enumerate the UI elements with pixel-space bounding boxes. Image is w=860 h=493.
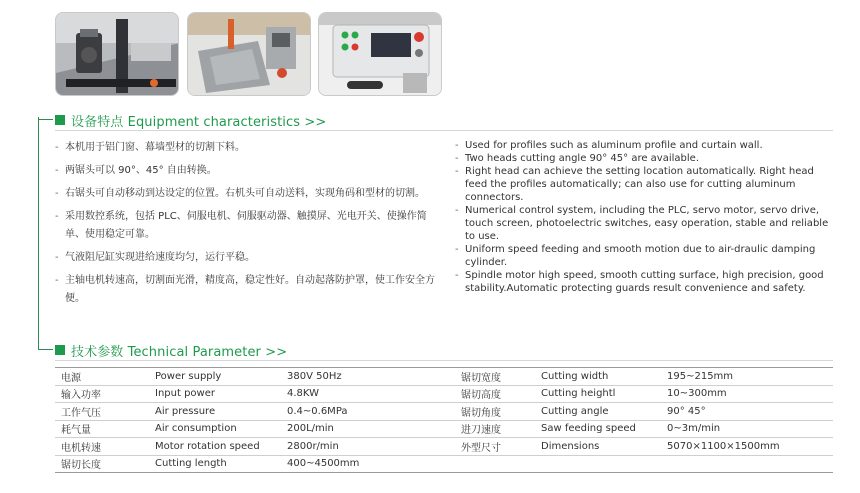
characteristics-header xyxy=(55,112,326,128)
table-cell: 锯切角度 xyxy=(455,403,535,421)
features-english-list xyxy=(455,139,835,295)
table-row xyxy=(55,385,833,403)
table-cell: Cutting length xyxy=(149,455,281,473)
table-cell: Motor rotation speed xyxy=(149,438,281,456)
list-item: - Uniform speed feeding and smooth motion due to air-draulic damping cylinder. xyxy=(455,243,835,269)
list-item: - Right head can achieve the setting location automatically. Right head feed the profiles automatically; can also use for cutting aluminum connectors. xyxy=(455,165,835,204)
table-cell: 电源 xyxy=(55,368,149,386)
list-item: - 两锯头可以 90°、45° 自由转换。 xyxy=(55,162,445,180)
table-cell: 10~300mm xyxy=(661,385,833,403)
list-item: - 本机用于铝门窗、幕墙型材的切割下料。 xyxy=(55,139,445,157)
table-row xyxy=(55,420,833,438)
table-row xyxy=(55,455,833,473)
table-cell xyxy=(535,455,661,473)
photo-control-panel xyxy=(318,12,442,96)
green-square-icon xyxy=(55,115,65,125)
saw-motor-illustration xyxy=(56,13,179,96)
table-cell: 进刀速度 xyxy=(455,420,535,438)
table-cell: 0.4~0.6MPa xyxy=(281,403,455,421)
parameters-header xyxy=(55,342,287,358)
list-item: - 主轴电机转速高，切割面光滑，精度高，稳定性好。自动起落防护罩，使工作安全方便。 xyxy=(55,272,445,308)
table-cell: Input power xyxy=(149,385,281,403)
photo-saw-guard xyxy=(187,12,311,96)
section-guide-stub xyxy=(38,119,53,120)
table-row xyxy=(55,438,833,456)
section-guide-line xyxy=(38,117,39,350)
table-cell: 380V 50Hz xyxy=(281,368,455,386)
list-item: - 气液阻尼缸实现进给速度均匀，运行平稳。 xyxy=(55,249,445,267)
table-cell: 200L/min xyxy=(281,420,455,438)
table-cell: 195~215mm xyxy=(661,368,833,386)
parameters-title: 技术参数 Technical Parameter >> xyxy=(71,344,288,360)
photo-saw-motor xyxy=(55,12,179,96)
divider xyxy=(55,360,833,361)
divider xyxy=(55,130,833,131)
saw-guard-illustration xyxy=(188,13,311,96)
characteristics-title: 设备特点 Equipment characteristics >> xyxy=(71,114,327,130)
table-cell: 电机转速 xyxy=(55,438,149,456)
table-cell: Cutting width xyxy=(535,368,661,386)
control-panel-illustration xyxy=(319,13,442,96)
table-cell: Dimensions xyxy=(535,438,661,456)
table-cell: 5070×1100×1500mm xyxy=(661,438,833,456)
table-cell: Cutting angle xyxy=(535,403,661,421)
table-cell: 输入功率 xyxy=(55,385,149,403)
table-cell: Saw feeding speed xyxy=(535,420,661,438)
table-row xyxy=(55,403,833,421)
table-cell: Air pressure xyxy=(149,403,281,421)
table-cell: 0~3m/min xyxy=(661,420,833,438)
table-cell: 锯切高度 xyxy=(455,385,535,403)
table-cell: 2800r/min xyxy=(281,438,455,456)
table-row xyxy=(55,368,833,386)
table-cell: 90° 45° xyxy=(661,403,833,421)
list-item: - 右锯头可自动移动到达设定的位置。右机头可自动送料，实现角码和型材的切割。 xyxy=(55,185,445,203)
table-cell: 锯切宽度 xyxy=(455,368,535,386)
list-item: - Two heads cutting angle 90° 45° are available. xyxy=(455,152,835,165)
section-guide-stub xyxy=(38,349,53,350)
table-cell: Cutting heightl xyxy=(535,385,661,403)
green-square-icon xyxy=(55,345,65,355)
table-cell: 耗气量 xyxy=(55,420,149,438)
table-cell: 4.8KW xyxy=(281,385,455,403)
list-item: - Spindle motor high speed, smooth cutting surface, high precision, good stability.Automatic protecting guards result convenience and safety. xyxy=(455,269,835,295)
table-cell: 工作气压 xyxy=(55,403,149,421)
table-cell: 400~4500mm xyxy=(281,455,455,473)
table-cell: Power supply xyxy=(149,368,281,386)
list-item: - Used for profiles such as aluminum profile and curtain wall. xyxy=(455,139,835,152)
list-item: - Numerical control system, including the PLC, servo motor, servo drive, touch screen, photoelectric switches, easy operation, stable and reliable to use. xyxy=(455,204,835,243)
table-cell xyxy=(661,455,833,473)
features-chinese-list xyxy=(55,139,445,313)
table-cell xyxy=(455,455,535,473)
parameter-table xyxy=(55,367,833,473)
list-item: - 采用数控系统，包括 PLC、伺服电机、伺服驱动器、触摸屏、光电开关、使操作简单、使用稳定可靠。 xyxy=(55,208,445,244)
table-cell: Air consumption xyxy=(149,420,281,438)
table-cell: 锯切长度 xyxy=(55,455,149,473)
table-cell: 外型尺寸 xyxy=(455,438,535,456)
